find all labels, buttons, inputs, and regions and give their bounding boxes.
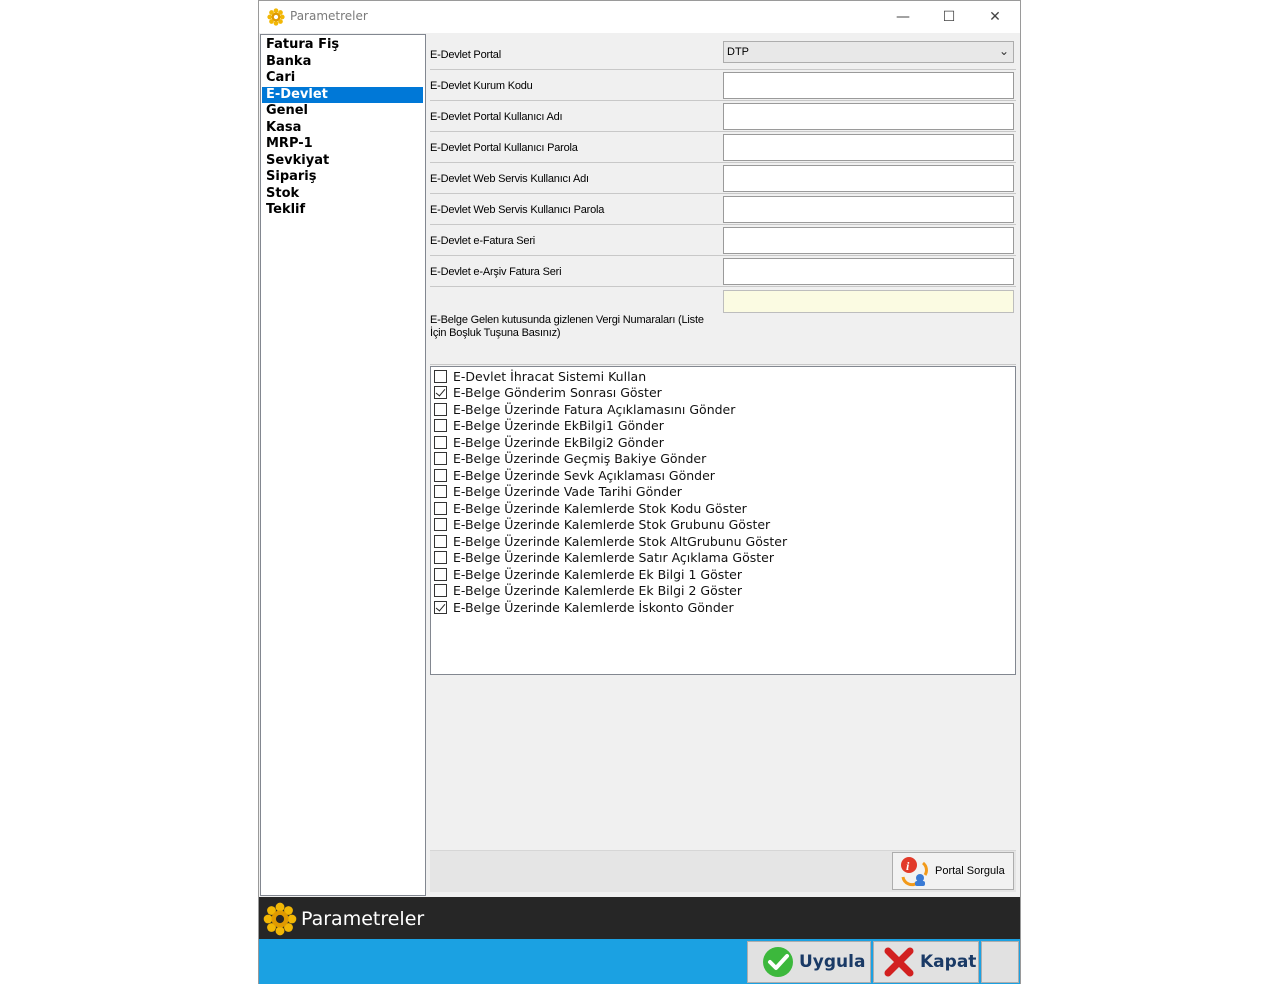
- maximize-button[interactable]: [926, 1, 972, 33]
- form-label: E-Devlet Kurum Kodu: [430, 80, 533, 92]
- checklist-item[interactable]: [431, 401, 1015, 418]
- form-row: [430, 225, 1016, 256]
- hidden-tax-label: E-Belge Gelen kutusunda gizlenen Vergi Numaraları (Liste İçin Boşluk Tuşuna Basınız): [430, 314, 704, 339]
- checklist-item[interactable]: [431, 500, 1015, 517]
- e-devlet-form: [430, 39, 1016, 365]
- close-icon: ✕: [989, 9, 1001, 25]
- checklist-label: E-Belge Gönderim Sonrası Göster: [453, 385, 662, 401]
- portal-select[interactable]: [723, 41, 1014, 63]
- title-bar: [259, 1, 1020, 33]
- checkbox[interactable]: [434, 386, 447, 399]
- form-row: [430, 256, 1016, 287]
- form-label: E-Devlet e-Arşiv Fatura Seri: [430, 266, 562, 278]
- checkbox[interactable]: [434, 502, 447, 515]
- kapat-label: Kapat: [920, 952, 977, 972]
- sidebar-item[interactable]: MRP-1: [266, 136, 313, 151]
- form-row: [430, 194, 1016, 225]
- sidebar-item[interactable]: Sevkiyat: [266, 152, 330, 168]
- sidebar-item[interactable]: Cari: [266, 70, 296, 85]
- checkbox[interactable]: [434, 370, 447, 383]
- checklist-label: E-Belge Üzerinde Geçmiş Bakiye Gönder: [453, 451, 707, 467]
- checkbox[interactable]: [434, 469, 447, 482]
- sidebar-item[interactable]: Genel: [266, 103, 309, 118]
- gear-flower-icon: [267, 8, 285, 26]
- checklist-label: E-Belge Üzerinde Fatura Açıklamasını Gönder: [453, 401, 736, 417]
- footer-bar: [259, 939, 1020, 984]
- extra-footer-button[interactable]: [981, 941, 1019, 983]
- category-list[interactable]: [260, 34, 426, 896]
- form-row: [430, 132, 1016, 163]
- checklist-item[interactable]: [431, 566, 1015, 583]
- checklist-item[interactable]: [431, 368, 1015, 385]
- chevron-down-icon: ⌄: [998, 44, 1009, 58]
- field-rows: [430, 70, 1016, 287]
- hidden-tax-row: [430, 287, 1016, 365]
- svg-text:i: i: [906, 859, 910, 873]
- portal-sorgula-label: Portal Sorgula: [935, 865, 1005, 877]
- form-input[interactable]: [723, 165, 1014, 192]
- checkbox[interactable]: [434, 551, 447, 564]
- checkbox[interactable]: [434, 485, 447, 498]
- window-title: Parametreler: [290, 9, 368, 23]
- form-input[interactable]: [723, 134, 1014, 161]
- sidebar-item[interactable]: Teklif: [266, 202, 306, 217]
- form-label: E-Devlet Web Servis Kullanıcı Adı: [430, 173, 589, 185]
- checklist-item[interactable]: [431, 484, 1015, 501]
- checkbox[interactable]: [434, 518, 447, 531]
- options-checklist[interactable]: [430, 366, 1016, 675]
- banner-title: Parametreler: [301, 908, 425, 930]
- form-label: E-Devlet Portal Kullanıcı Adı: [430, 111, 563, 123]
- apply-button[interactable]: [747, 941, 871, 983]
- sidebar-item[interactable]: Banka: [266, 53, 312, 69]
- checkbox[interactable]: [434, 601, 447, 614]
- checklist-label: E-Belge Üzerinde EkBilgi2 Gönder: [453, 434, 664, 450]
- checkmark-icon: [762, 946, 794, 978]
- form-label: E-Devlet e-Fatura Seri: [430, 235, 536, 247]
- form-input[interactable]: [723, 258, 1014, 285]
- form-label: E-Devlet Portal Kullanıcı Parola: [430, 142, 578, 154]
- portal-query-icon: [899, 855, 929, 887]
- checklist-label: E-Devlet İhracat Sistemi Kullan: [453, 368, 647, 384]
- gear-flower-icon: [263, 902, 297, 936]
- checklist-item[interactable]: [431, 517, 1015, 534]
- checklist-item[interactable]: [431, 418, 1015, 435]
- checkbox[interactable]: [434, 568, 447, 581]
- checklist-item[interactable]: [431, 550, 1015, 567]
- checklist-label: E-Belge Üzerinde EkBilgi1 Gönder: [453, 418, 664, 434]
- kapat-button[interactable]: [873, 941, 979, 983]
- checklist-item[interactable]: [431, 434, 1015, 451]
- checkbox[interactable]: [434, 452, 447, 465]
- maximize-icon: ☐: [942, 9, 956, 25]
- hidden-tax-input[interactable]: [723, 290, 1014, 313]
- sidebar-item[interactable]: Fatura Fiş: [266, 37, 340, 52]
- checklist-label: E-Belge Üzerinde Kalemlerde Satır Açıklama Göster: [453, 550, 775, 566]
- x-mark-icon: [883, 946, 915, 978]
- checklist-label: E-Belge Üzerinde Kalemlerde İskonto Gönder: [453, 599, 734, 615]
- checkbox[interactable]: [434, 436, 447, 449]
- checklist-item[interactable]: [431, 599, 1015, 616]
- portal-row: [430, 39, 1016, 70]
- category-items: [261, 35, 425, 219]
- checklist-label: E-Belge Üzerinde Kalemlerde Ek Bilgi 2 Göster: [453, 583, 743, 599]
- checklist-label: E-Belge Üzerinde Vade Tarihi Gönder: [453, 484, 682, 500]
- sidebar-item[interactable]: E-Devlet: [262, 87, 423, 104]
- form-input[interactable]: [723, 103, 1014, 130]
- sidebar-item[interactable]: Stok: [266, 185, 300, 201]
- checklist-label: E-Belge Üzerinde Kalemlerde Stok Grubunu Göster: [453, 517, 771, 533]
- form-label: E-Devlet Web Servis Kullanıcı Parola: [430, 204, 605, 216]
- checklist-label: E-Belge Üzerinde Sevk Açıklaması Gönder: [453, 467, 715, 483]
- header-banner: [259, 897, 1020, 939]
- form-input[interactable]: [723, 72, 1014, 99]
- checklist-label: E-Belge Üzerinde Kalemlerde Stok AltGrubunu Göster: [453, 533, 788, 549]
- parametreler-window: [258, 0, 1021, 984]
- portal-label: E-Devlet Portal: [430, 49, 501, 61]
- checkbox[interactable]: [434, 535, 447, 548]
- checklist-label: E-Belge Üzerinde Kalemlerde Ek Bilgi 1 Göster: [453, 566, 743, 582]
- portal-sorgula-button[interactable]: [892, 852, 1014, 890]
- sidebar-item[interactable]: Sipariş: [266, 169, 317, 184]
- form-row: [430, 163, 1016, 194]
- checklist-item[interactable]: [431, 467, 1015, 484]
- form-input[interactable]: [723, 196, 1014, 223]
- checklist-item[interactable]: [431, 533, 1015, 550]
- minimize-button[interactable]: [880, 1, 926, 33]
- close-window-button[interactable]: [972, 1, 1018, 33]
- minimize-icon: —: [896, 9, 910, 25]
- checklist-item[interactable]: [431, 385, 1015, 402]
- checkbox[interactable]: [434, 403, 447, 416]
- sidebar-item[interactable]: Kasa: [266, 119, 302, 135]
- form-input[interactable]: [723, 227, 1014, 254]
- apply-label: Uygula: [799, 952, 866, 972]
- portal-select-value: DTP: [727, 46, 749, 58]
- form-row: [430, 101, 1016, 132]
- form-row: [430, 70, 1016, 101]
- checklist-item[interactable]: [431, 583, 1015, 600]
- checklist-label: E-Belge Üzerinde Kalemlerde Stok Kodu Göster: [453, 500, 747, 516]
- checkbox[interactable]: [434, 584, 447, 597]
- portal-panel: [430, 850, 1016, 892]
- checklist-item[interactable]: [431, 451, 1015, 468]
- checkbox[interactable]: [434, 419, 447, 432]
